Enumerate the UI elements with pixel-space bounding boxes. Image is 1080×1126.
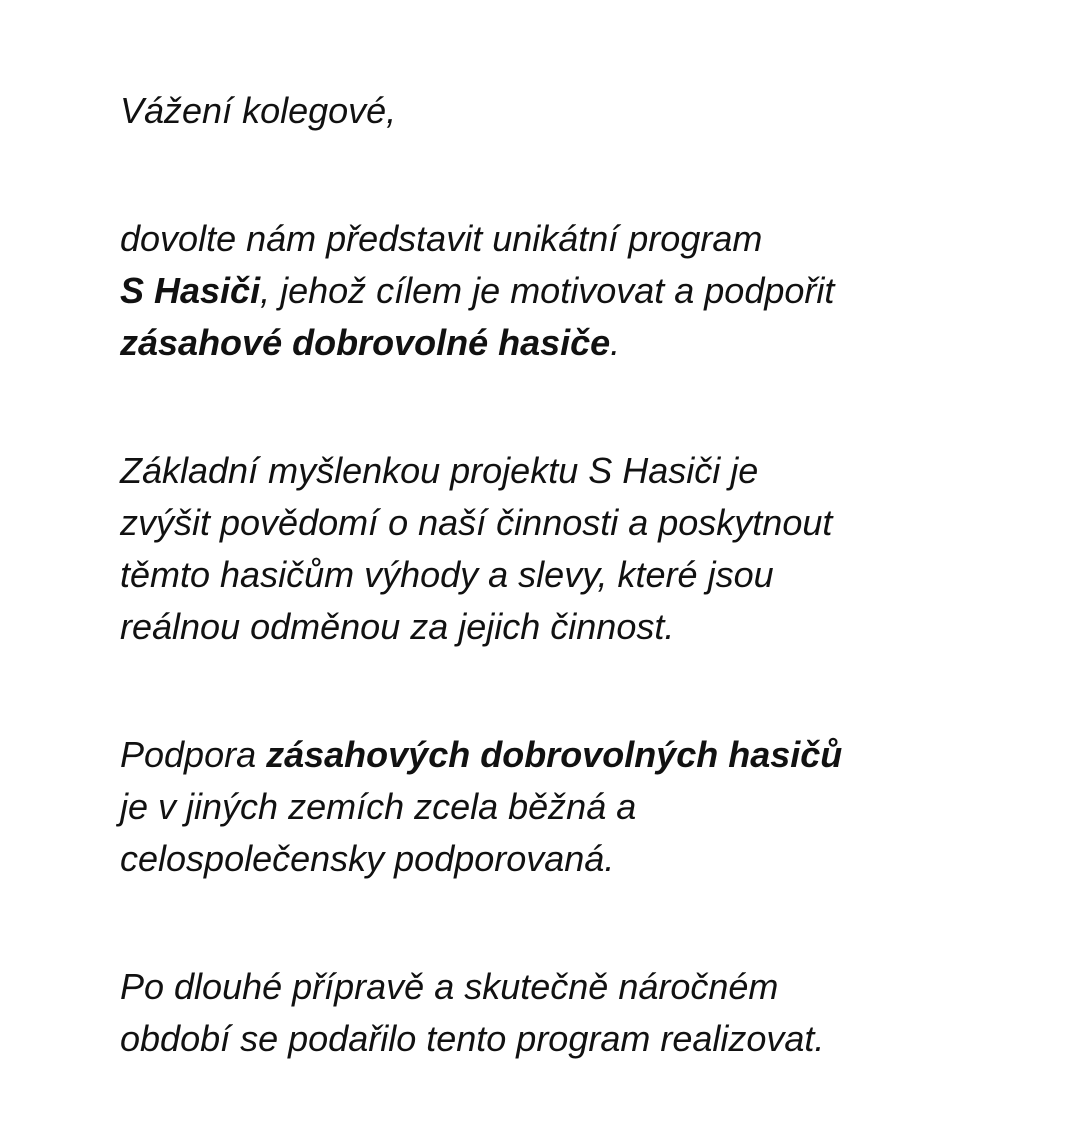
paragraph-idea-line-4: reálnou odměnou za jejich činnost. bbox=[120, 606, 675, 647]
paragraph-support-line-1 bbox=[120, 729, 1020, 781]
paragraph-intro-line-3-rest: . bbox=[610, 322, 621, 363]
paragraph-support-line-3: celospolečensky podporovaná. bbox=[120, 838, 615, 879]
paragraph-idea-line-3: těmto hasičům výhody a slevy, které jsou bbox=[120, 554, 774, 595]
greeting bbox=[120, 85, 1020, 137]
paragraph-idea bbox=[120, 445, 1020, 653]
paragraph-intro-line-1: dovolte nám představit unikátní program bbox=[120, 218, 763, 259]
greeting-text: Vážení kolegové, bbox=[120, 90, 397, 131]
paragraph-idea-line-1: Základní myšlenkou projektu S Hasiči je bbox=[120, 450, 759, 491]
paragraph-intro-line-2-rest: , jehož cílem je motivovat a podpořit bbox=[260, 270, 835, 311]
supported-group: zásahových dobrovolných hasičů bbox=[266, 734, 843, 775]
letter-body bbox=[120, 85, 1020, 1065]
program-name: S Hasiči bbox=[120, 270, 261, 311]
paragraph-support bbox=[120, 729, 1020, 885]
target-group: zásahové dobrovolné hasiče bbox=[120, 322, 611, 363]
paragraph-realization-line-1: Po dlouhé přípravě a skutečně náročném bbox=[120, 966, 779, 1007]
paragraph-intro-line-2 bbox=[120, 265, 1020, 317]
paragraph-intro-line-3 bbox=[120, 317, 1020, 369]
paragraph-intro bbox=[120, 213, 1020, 369]
paragraph-support-line-2: je v jiných zemích zcela běžná a bbox=[120, 786, 637, 827]
paragraph-realization bbox=[120, 961, 1020, 1065]
paragraph-idea-line-2: zvýšit povědomí o naší činnosti a poskytnout bbox=[120, 502, 833, 543]
paragraph-support-line-1-pre: Podpora bbox=[120, 734, 267, 775]
paragraph-realization-line-2: období se podařilo tento program realizovat. bbox=[120, 1018, 825, 1059]
